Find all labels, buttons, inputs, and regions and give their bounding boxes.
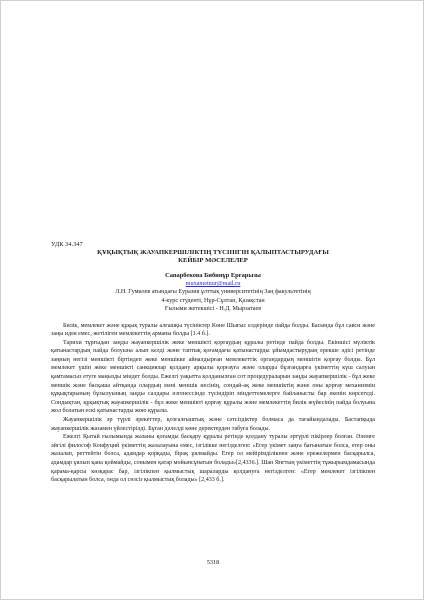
paragraph: Жауапкершілік әр түрлі әрекеттер, қозғалғыштық және сәтсіздіктер болмаса да тағайындалады. Бастапқыда жауапкершілік жазамен үйлестірілді. Бұған дәлелді көне деректерден табуға болады. — [51, 417, 375, 432]
affiliation-line: Л.Н. Гумилев атындағы Еуразия ұлттық университетінің Заң факультетінің — [115, 289, 311, 295]
paragraph: Тарихи тұрғыдан заңды жауапкершілік жеке меншікті қорғаудың құралы ретінде пайда болды. Екіншісі мүліктік қатынастардың пайда болуына алып келді және таптық қоғамдағы қатынастарды ұйымдастырудың ерекше әдісі ретінде заңның негізі меншікті біртіндеп жеке меншікке айналдырған мемлекеттік органдардың меншігін қорғау болды. Бұл мемлекет үшін жеке меншікті санкциялар қолдану арқылы қорғауға және оларды бұзғандарға үкіметтің күш салуын қамтамасыз етуге маңызды міндет болды. Ежелгі уақытта қолданылған сот процедураларын заңды жауапкершілік - бұл жеке меншік және басқаша айтқанда олардың мәні меншік иесінің, сондай-ақ жеке меншіктің және оны қорғау механизмін құқықтарының бұзылуының заңды салдары өзгенессінде түсіндіріп міндеттемелерге байланысты бар екенін көрсетеді. Сондықтан, құқықтық жауапкершілік - бұл жеке меншікті қорғау құралы және мемлекеттің билік жүйесінің пайда болуына жол болатын ескі қатынастарды жою құралы. — [51, 339, 375, 415]
article-text — [51, 322, 375, 485]
author-email-link[interactable]: muxametnur@mail.ru — [185, 280, 241, 287]
paragraph: Ежелгі Қытай ғылымында жазаны қоғамды басқару құралы ретінде қолдану туралы әртүрлі пікірлер болған. Әлемге әйгілі философ Конфуций үкіметтің жазалауына емес, ізгілікке негізделген: «Егер үкімет заңға бағынатын болса, егер оны жазалап, реттейтін болса, адамдар қорқады, бірақ ұялмайды. Егер ол мейірімділікпен және ережелермен басқарылса, адамдар ұялып қана қоймайды, сонымен қатар мойынсұнатын болады»[2,4336.]. Шан Янгтың үкіметтің тұжырымдамасында қарама-қарсы көзқарас бар, ізгілікпен қылмыстық шараларды қолдануға негізделген: «Егер мемлекет ізгілікпен басқарылатын болса, онда ол сөзсіз қылмыстық болады» [2,433 б.]. — [51, 434, 375, 484]
article-title — [51, 249, 375, 265]
affiliation-line: 4-курс студенті, Нұр-Сұлтан, Қазақстан — [161, 297, 265, 304]
title-line-1: ҚҰҚЫҚТЫҚ ЖАУАПКЕРШІЛІКТІҢ ТҮСІНІГІН ҚАЛЫПТАСТЫРУДАҒЫ — [97, 249, 329, 256]
supervisor-line: Ғылыми жетекшісі - Н.Д. Мырзатаев — [164, 306, 262, 312]
paragraph: Билік, мемлекет және құқық туралы алғашқы түсініктер Көне Шығыс елдерінде пайда болды. Басында бұл савси және заңы идея емес, жетіліген мемлекеттің арманы болды [1.4 б.]. — [51, 322, 375, 338]
page-number: 5318 — [206, 559, 220, 566]
title-line-2: КЕЙБІР МӘСЕЛЕЛЕР — [178, 257, 248, 264]
affiliation-block — [51, 288, 375, 314]
article-body — [51, 241, 375, 485]
udk-code: УДК 34.347 — [51, 241, 83, 248]
author-name: Сапарбекова Бибинұр Ерғарызы — [165, 272, 261, 279]
